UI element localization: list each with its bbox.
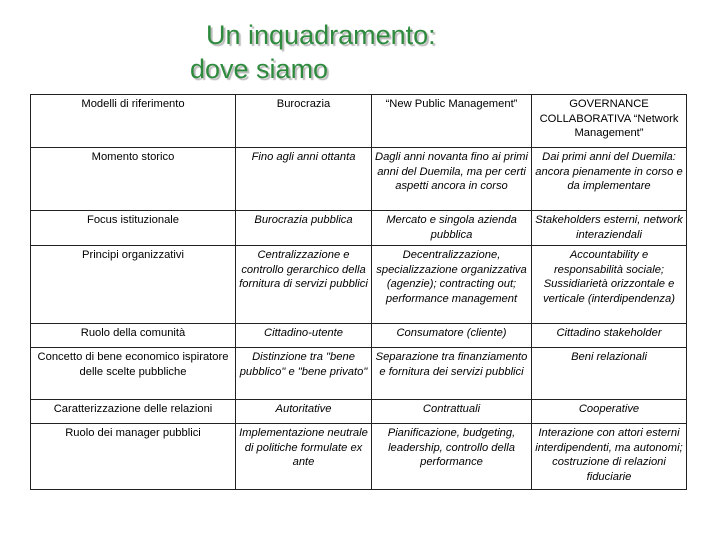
table-cell: Decentralizzazione, specializzazione organizzativa (agenzie); contracting out; performance management <box>372 246 532 324</box>
table-cell: Stakeholders esterni, network interaziendali <box>532 211 687 246</box>
table-row <box>31 400 687 424</box>
table-row <box>31 148 687 211</box>
header-row <box>31 95 687 148</box>
row-label: Caratterizzazione delle relazioni <box>31 400 236 424</box>
table-cell: Centralizzazione e controllo gerarchico della fornitura di servizi pubblici <box>236 246 372 324</box>
table-cell: Cittadino stakeholder <box>532 324 687 348</box>
row-label: Ruolo della comunità <box>31 324 236 348</box>
table-row <box>31 246 687 324</box>
header-cell: GOVERNANCE COLLABORATIVA “Network Management” <box>532 95 687 148</box>
table-cell: Burocrazia pubblica <box>236 211 372 246</box>
table-cell: Pianificazione, budgeting, leadership, controllo della performance <box>372 424 532 490</box>
comparison-table <box>30 94 687 490</box>
table-cell: Cooperative <box>532 400 687 424</box>
row-label: Principi organizzativi <box>31 246 236 324</box>
table-row <box>31 324 687 348</box>
table-cell: Consumatore (cliente) <box>372 324 532 348</box>
table-cell: Distinzione tra "bene pubblico" e "bene privato" <box>236 348 372 400</box>
table-cell: Dagli anni novanta fino ai primi anni del Duemila, ma per certi aspetti ancora in corso <box>372 148 532 211</box>
header-cell: Modelli di riferimento <box>31 95 236 148</box>
header-cell: Burocrazia <box>236 95 372 148</box>
row-label: Concetto di bene economico ispiratore delle scelte pubbliche <box>31 348 236 400</box>
row-label: Focus istituzionale <box>31 211 236 246</box>
table-cell: Interazione con attori esterni interdipendenti, ma autonomi; costruzione di relazioni fiduciarie <box>532 424 687 490</box>
table-row <box>31 211 687 246</box>
table-cell: Dai primi anni del Duemila: ancora pienamente in corso e da implementare <box>532 148 687 211</box>
title-line-2: dove siamo <box>190 54 329 84</box>
table-cell: Cittadino-utente <box>236 324 372 348</box>
title-line-1: Un inquadramento: <box>206 20 436 50</box>
table-cell: Fino agli anni ottanta <box>236 148 372 211</box>
table-cell: Implementazione neutrale di politiche formulate ex ante <box>236 424 372 490</box>
table-cell: Beni relazionali <box>532 348 687 400</box>
table-cell: Contrattuali <box>372 400 532 424</box>
table-cell: Autoritative <box>236 400 372 424</box>
page-title <box>190 18 550 86</box>
table-cell: Separazione tra finanziamento e fornitura dei servizi pubblici <box>372 348 532 400</box>
row-label: Momento storico <box>31 148 236 211</box>
row-label: Ruolo dei manager pubblici <box>31 424 236 490</box>
table-row <box>31 424 687 490</box>
table-row <box>31 348 687 400</box>
table-cell: Mercato e singola azienda pubblica <box>372 211 532 246</box>
table-cell: Accountability e responsabilità sociale; Sussidiarietà orizzontale e verticale (interdipendenza) <box>532 246 687 324</box>
header-cell: “New Public Management” <box>372 95 532 148</box>
